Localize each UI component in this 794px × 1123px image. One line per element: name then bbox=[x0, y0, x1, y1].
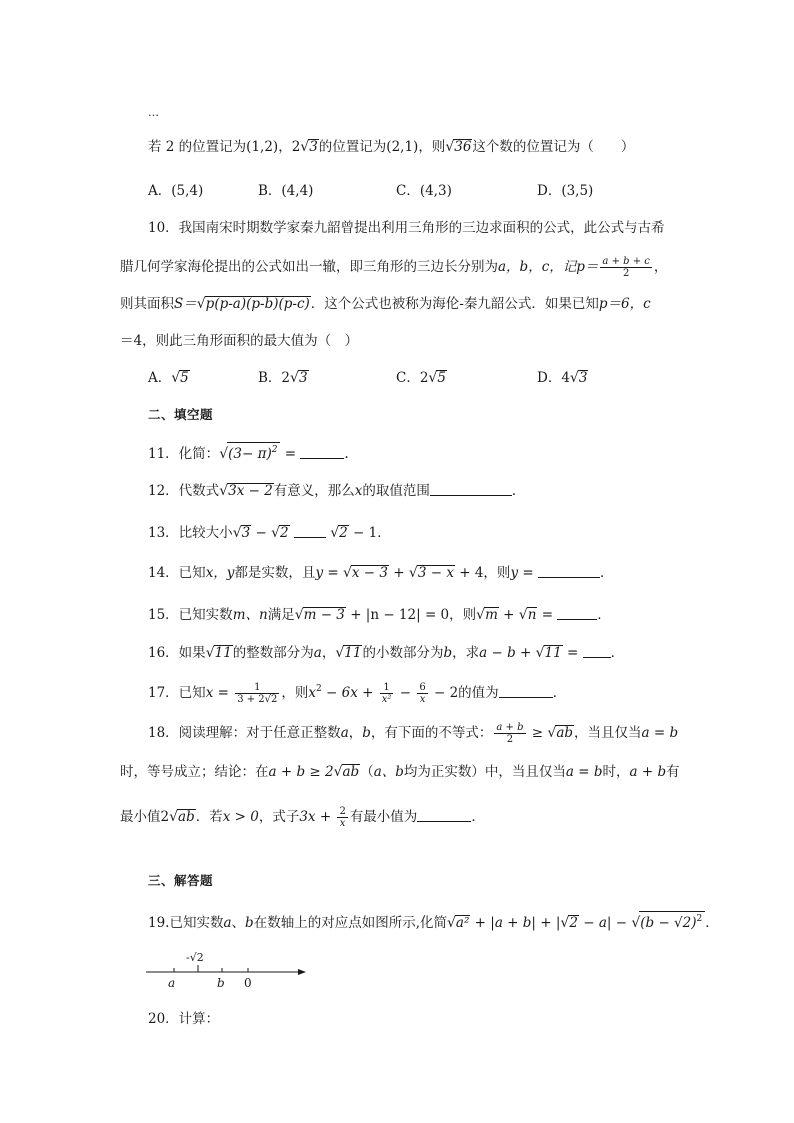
q15-answer-blank bbox=[557, 607, 597, 620]
q12-answer-blank bbox=[430, 483, 512, 496]
question-18-line-3: 最小值2√ab．若x > 0，式子3x + $\frac{2}{x}$ 有最小值为 ． bbox=[120, 806, 485, 829]
q13-answer-blank bbox=[294, 525, 326, 538]
label-neg-root2: -√2 bbox=[186, 951, 204, 964]
question-10-line-2: 腊几何学家海伦提出的公式如出一辙，即三角形的三边长分别为a，b，c，记p＝ $\frac{a + b + c}{2}$ ， bbox=[120, 256, 668, 279]
question-16: 16．如果√11的整数部分为a，√11的小数部分为b，求a − b + √11 = ． bbox=[148, 645, 625, 661]
question-18-line-1: 18．阅读理解：对于任意正整数a，b，有下面的不等式： $\frac{a + b}{2}$ ≥ √ab，当且仅当a = b bbox=[148, 722, 679, 745]
q16-answer-blank bbox=[583, 645, 611, 658]
question-11: 11．化简：$√(3- \pi)^2$ = . bbox=[148, 442, 349, 463]
label-b: b bbox=[217, 976, 225, 990]
question-9: 若 2 的位置记为(1,2)，2√3的位置记为(2,1)，则√36这个数的位置记为（ ） bbox=[148, 139, 635, 155]
number-line-arrow bbox=[298, 969, 306, 975]
question-12: 12．代数式√3x − 2有意义，那么x的取值范围 ． bbox=[148, 483, 526, 499]
question-18-line-2: 时，等号成立；结论：在a + b ≥ 2√ab（a、b均为正实数）中，当且仅当a = b时，a + b有 bbox=[120, 764, 680, 780]
top-ellipsis: … bbox=[148, 106, 159, 119]
question-13: 13．比较大小√3 − √2 √2 − 1． bbox=[148, 525, 391, 541]
question-10-line-4: ＝4，则此三角形面积的最大值为（ ） bbox=[120, 333, 359, 349]
q14-answer-blank bbox=[538, 565, 600, 578]
q11-answer-blank bbox=[300, 446, 344, 459]
question-10-line-3: 则其面积S＝√p(p-a)(p-b)(p-c)．这个公式也被称为海伦-秦九韶公式．如果已知p＝6，c bbox=[120, 296, 651, 312]
q10-option-a: A．√5 bbox=[148, 370, 189, 386]
q9-option-b: B．(4,4) bbox=[258, 183, 314, 199]
q9-option-c: C．(4,3) bbox=[396, 183, 452, 199]
label-a: a bbox=[168, 976, 176, 990]
number-line-figure bbox=[140, 945, 320, 990]
question-20: 20．计算： bbox=[148, 1011, 220, 1027]
question-17: 17．已知x = $\frac{1}{3 + 2√2}$ ，则$x^2 - 6x$ + $\frac{1}{\text{x²}}$ − $\frac{6}{x}$ − 2的值为 ． bbox=[148, 682, 567, 705]
q10-option-c: C．2√5 bbox=[396, 370, 446, 386]
q10-option-b: B．2√3 bbox=[258, 370, 308, 386]
q18-answer-blank bbox=[417, 809, 471, 822]
label-zero: 0 bbox=[244, 976, 252, 990]
question-14: 14．已知x，y都是实数，且y = √x − 3 + √3 − x + 4，则y = ． bbox=[148, 565, 614, 581]
q9-option-d: D．(3,5) bbox=[537, 183, 594, 199]
q9-option-a: A．(5,4) bbox=[148, 183, 204, 199]
section-solve-heading: 三、解答题 bbox=[148, 873, 214, 888]
question-15: 15．已知实数m、n满足√m − 3 + |n − 12| = 0，则√m + √n = ． bbox=[148, 607, 611, 623]
question-10-line-1: 10．我国南宋时期数学家秦九韶曾提出利用三角形的三边求面积的公式，此公式与古希 bbox=[148, 220, 665, 236]
q17-answer-blank bbox=[499, 685, 553, 698]
question-19: 19.已知实数a、b在数轴上的对应点如图所示,化简$√a^2 + |a + b| + |√2 - a| - √(b - √2)^2$ ． bbox=[148, 911, 719, 932]
q10-option-d: D．4√3 bbox=[537, 370, 588, 386]
section-fill-in-heading: 二、填空题 bbox=[148, 407, 214, 422]
